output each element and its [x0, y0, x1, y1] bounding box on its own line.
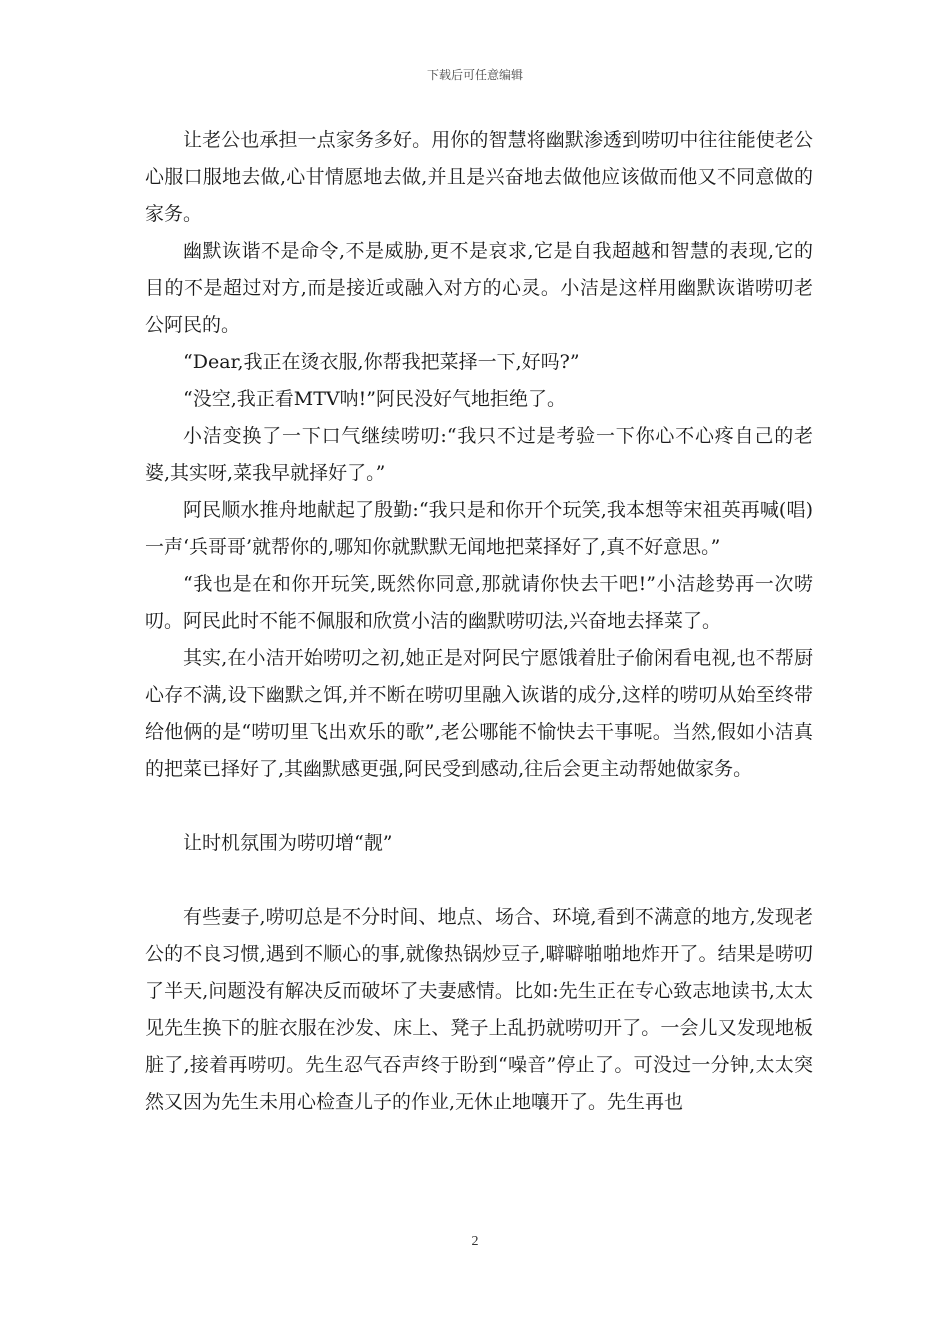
section-heading: 让时机氛围为唠叨增“靓” [183, 832, 393, 854]
paragraph: 阿民顺水推舟地献起了殷勤:“我只是和你开个玩笑,我本想等宋祖英再喊(唱)一声‘兵哥哥’就帮你的,哪知你就默默无闻地把菜择好了,真不好意思。” [145, 499, 813, 558]
paragraph: 有些妻子,唠叨总是不分时间、地点、场合、环境,看到不满意的地方,发现老公的不良习惯,遇到不顺心的事,就像热锅炒豆子,噼噼啪啪地炸开了。结果是唠叨了半天,问题没有解决反而破坏了夫妻感情。比如:先生正在专心致志地读书,太太见先生换下的脏衣服在沙发、床上、凳子上乱扔就唠叨开了。一会儿又发现地板脏了,接着再唠叨。先生忍气吞声终于盼到“噪音”停止了。可没过一分钟,太太突然又因为先生未用心检查儿子的作业,无休止地嚷开了。先生再也 [145, 906, 813, 1113]
paragraph: 小洁变换了一下口气继续唠叨:“我只不过是考验一下你心不心疼自己的老婆,其实呀,菜我早就择好了。” [145, 425, 813, 484]
document-body [145, 122, 813, 1121]
paragraph: 幽默诙谐不是命令,不是威胁,更不是哀求,它是自我超越和智慧的表现,它的目的不是超过对方,而是接近或融入对方的心灵。小洁是这样用幽默诙谐唠叨老公阿民的。 [145, 240, 813, 336]
paragraph: “Dear,我正在烫衣服,你帮我把菜择一下,好吗?” [183, 351, 580, 373]
paragraph: “我也是在和你开玩笑,既然你同意,那就请你快去干吧!”小洁趁势再一次唠叨。阿民此时不能不佩服和欣赏小洁的幽默唠叨法,兴奋地去择菜了。 [145, 573, 813, 632]
paragraph: 让老公也承担一点家务多好。用你的智慧将幽默渗透到唠叨中往往能使老公心服口服地去做,心甘情愿地去做,并且是兴奋地去做他应该做而他又不同意做的家务。 [145, 129, 813, 225]
page-number: 2 [471, 1234, 479, 1249]
paragraph: “没空,我正看MTV呐!”阿民没好气地拒绝了。 [183, 388, 566, 410]
paragraph: 其实,在小洁开始唠叨之初,她正是对阿民宁愿饿着肚子偷闲看电视,也不帮厨心存不满,设下幽默之饵,并不断在唠叨里融入诙谐的成分,这样的唠叨从始至终带给他俩的是“唠叨里飞出欢乐的歌”,老公哪能不愉快去干事呢。当然,假如小洁真的把菜已择好了,其幽默感更强,阿民受到感动,往后会更主动帮她做家务。 [145, 647, 813, 780]
page-header: 下载后可任意编辑 [426, 68, 523, 82]
